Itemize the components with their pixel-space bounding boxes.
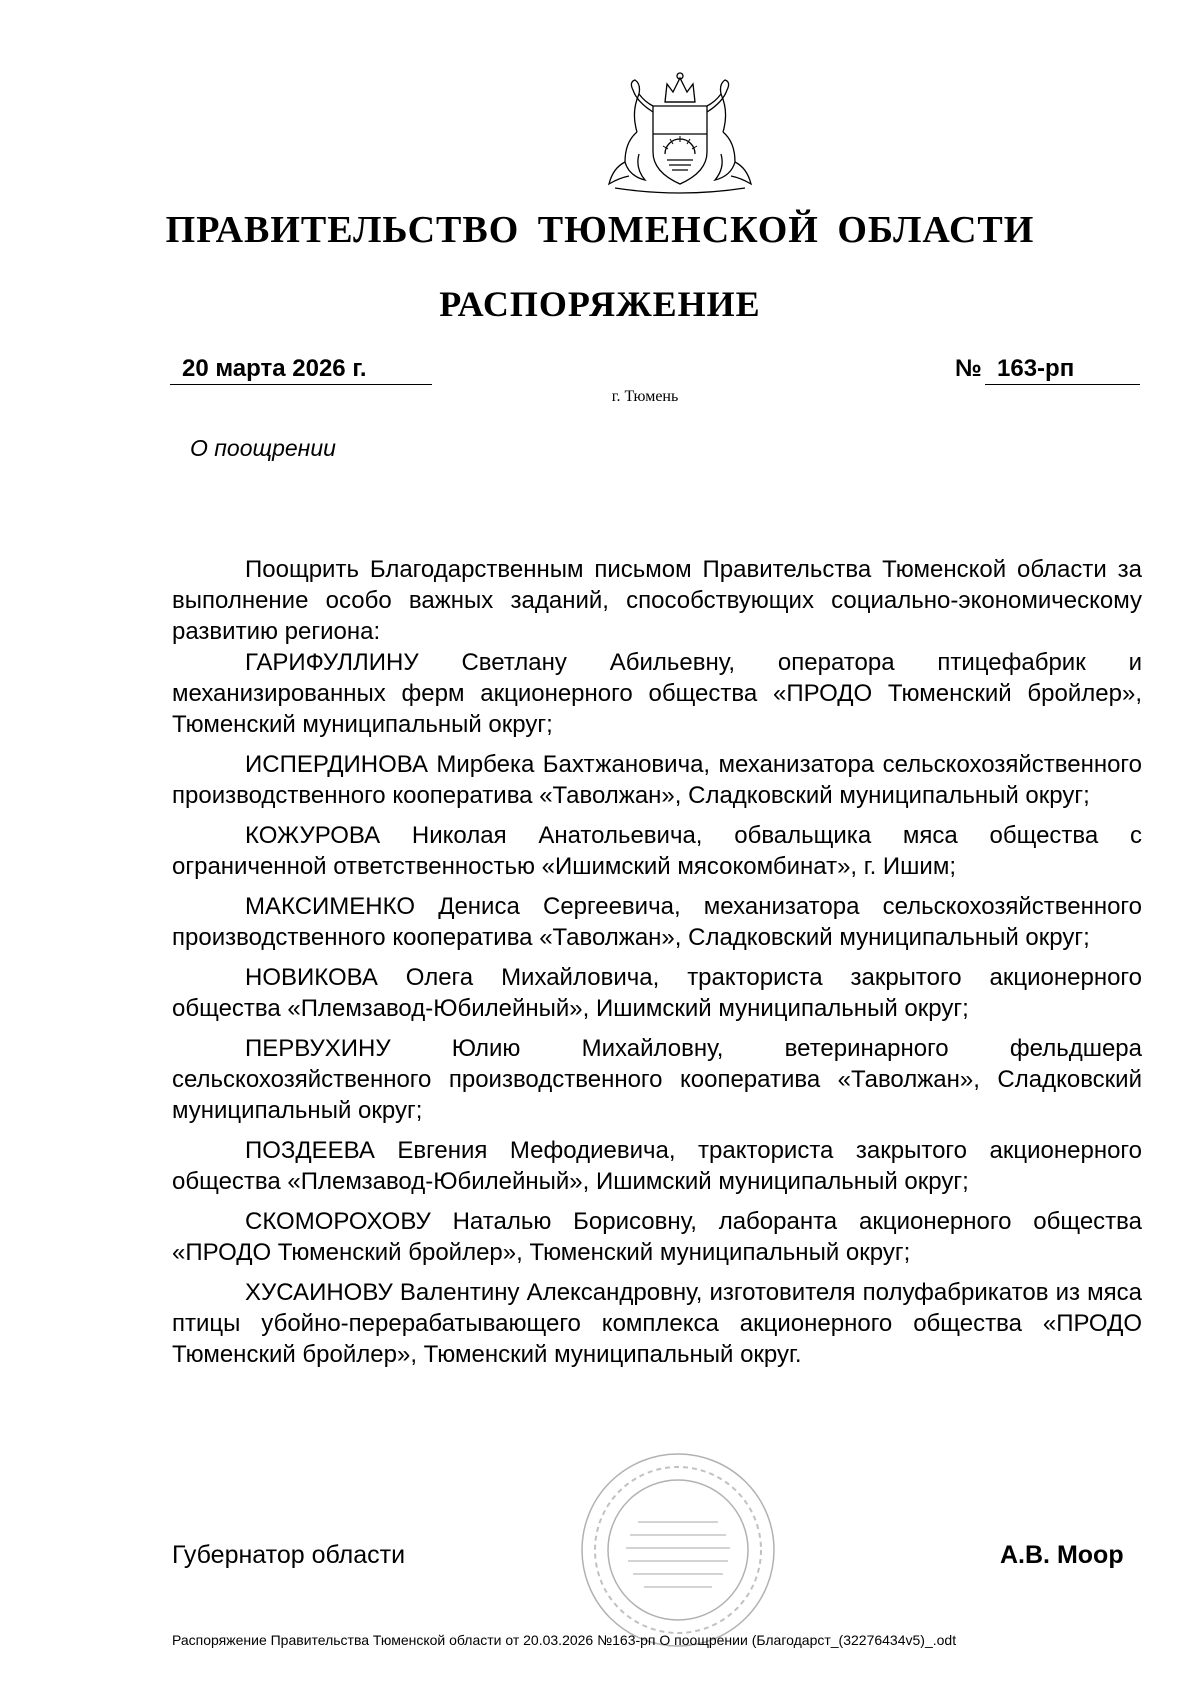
government-title: ПРАВИТЕЛЬСТВО ТЮМЕНСКОЙ ОБЛАСТИ	[165, 209, 1035, 251]
award-item: ПОЗДЕЕВА Евгения Мефодиевича, тракториста закрытого акционерного общества «Племзавод-Юбилейный», Ишимский муниципальный округ;	[172, 1137, 1142, 1195]
document-body	[172, 554, 1142, 1379]
award-item: СКОМОРОХОВУ Наталью Борисовну, лаборанта акционерного общества «ПРОДО Тюменский бройлер», Тюменский муниципальный округ;	[172, 1208, 1142, 1266]
award-item: ИСПЕРДИНОВА Мирбека Бахтжановича, механизатора сельскохозяйственного производственного кооператива «Таволжан», Сладковский муниципальный округ;	[172, 751, 1142, 809]
document-date: 20 марта 2026 г.	[170, 354, 432, 385]
document-number: 163-рп	[985, 354, 1140, 385]
official-seal-stamp-icon	[578, 1450, 778, 1650]
award-item: ПЕРВУХИНУ Юлию Михайловну, ветеринарного фельдшера сельскохозяйственного производственного кооператива «Таволжан», Сладковский муниципальный округ;	[172, 1035, 1142, 1124]
award-item: КОЖУРОВА Николая Анатольевича, обвальщика мяса общества с ограниченной ответственностью «Ишимский мясокомбинат», г. Ишим;	[172, 822, 1142, 880]
tyumen-coat-of-arms-icon	[595, 72, 765, 197]
footer-filename: Распоряжение Правительства Тюменской области от 20.03.2026 №163-рп О поощрении (Благодарст_(32276434v5)_.odt	[172, 1632, 957, 1648]
city: г. Тюмень	[611, 388, 679, 405]
signer-title: Губернатор области	[172, 1541, 406, 1569]
award-item: ХУСАИНОВУ Валентину Александровну, изготовителя полуфабрикатов из мяса птицы убойно-перерабатывающего комплекса акционерного общества «ПРОДО Тюменский бройлер», Тюменский муниципальный округ.	[172, 1279, 1142, 1368]
intro-paragraph: Поощрить Благодарственным письмом Правительства Тюменской области за выполнение особо важных заданий, способствующих социально-экономическому развитию региона:	[172, 556, 1142, 645]
document-type: РАСПОРЯЖЕНИЕ	[439, 284, 761, 324]
award-item: НОВИКОВА Олега Михайловича, тракториста закрытого акционерного общества «Племзавод-Юбилейный», Ишимский муниципальный округ;	[172, 964, 1142, 1022]
award-item: МАКСИМЕНКО Дениса Сергеевича, механизатора сельскохозяйственного производственного кооператива «Таволжан», Сладковский муниципальный округ;	[172, 893, 1142, 951]
number-label: №	[955, 355, 982, 382]
signer-name: А.В. Моор	[1000, 1541, 1124, 1569]
document-subject: О поощрении	[190, 435, 336, 461]
award-item: ГАРИФУЛЛИНУ Светлану Абильевну, оператора птицефабрик и механизированных ферм акционерного общества «ПРОДО Тюменский бройлер», Тюменский муниципальный округ;	[172, 649, 1142, 738]
